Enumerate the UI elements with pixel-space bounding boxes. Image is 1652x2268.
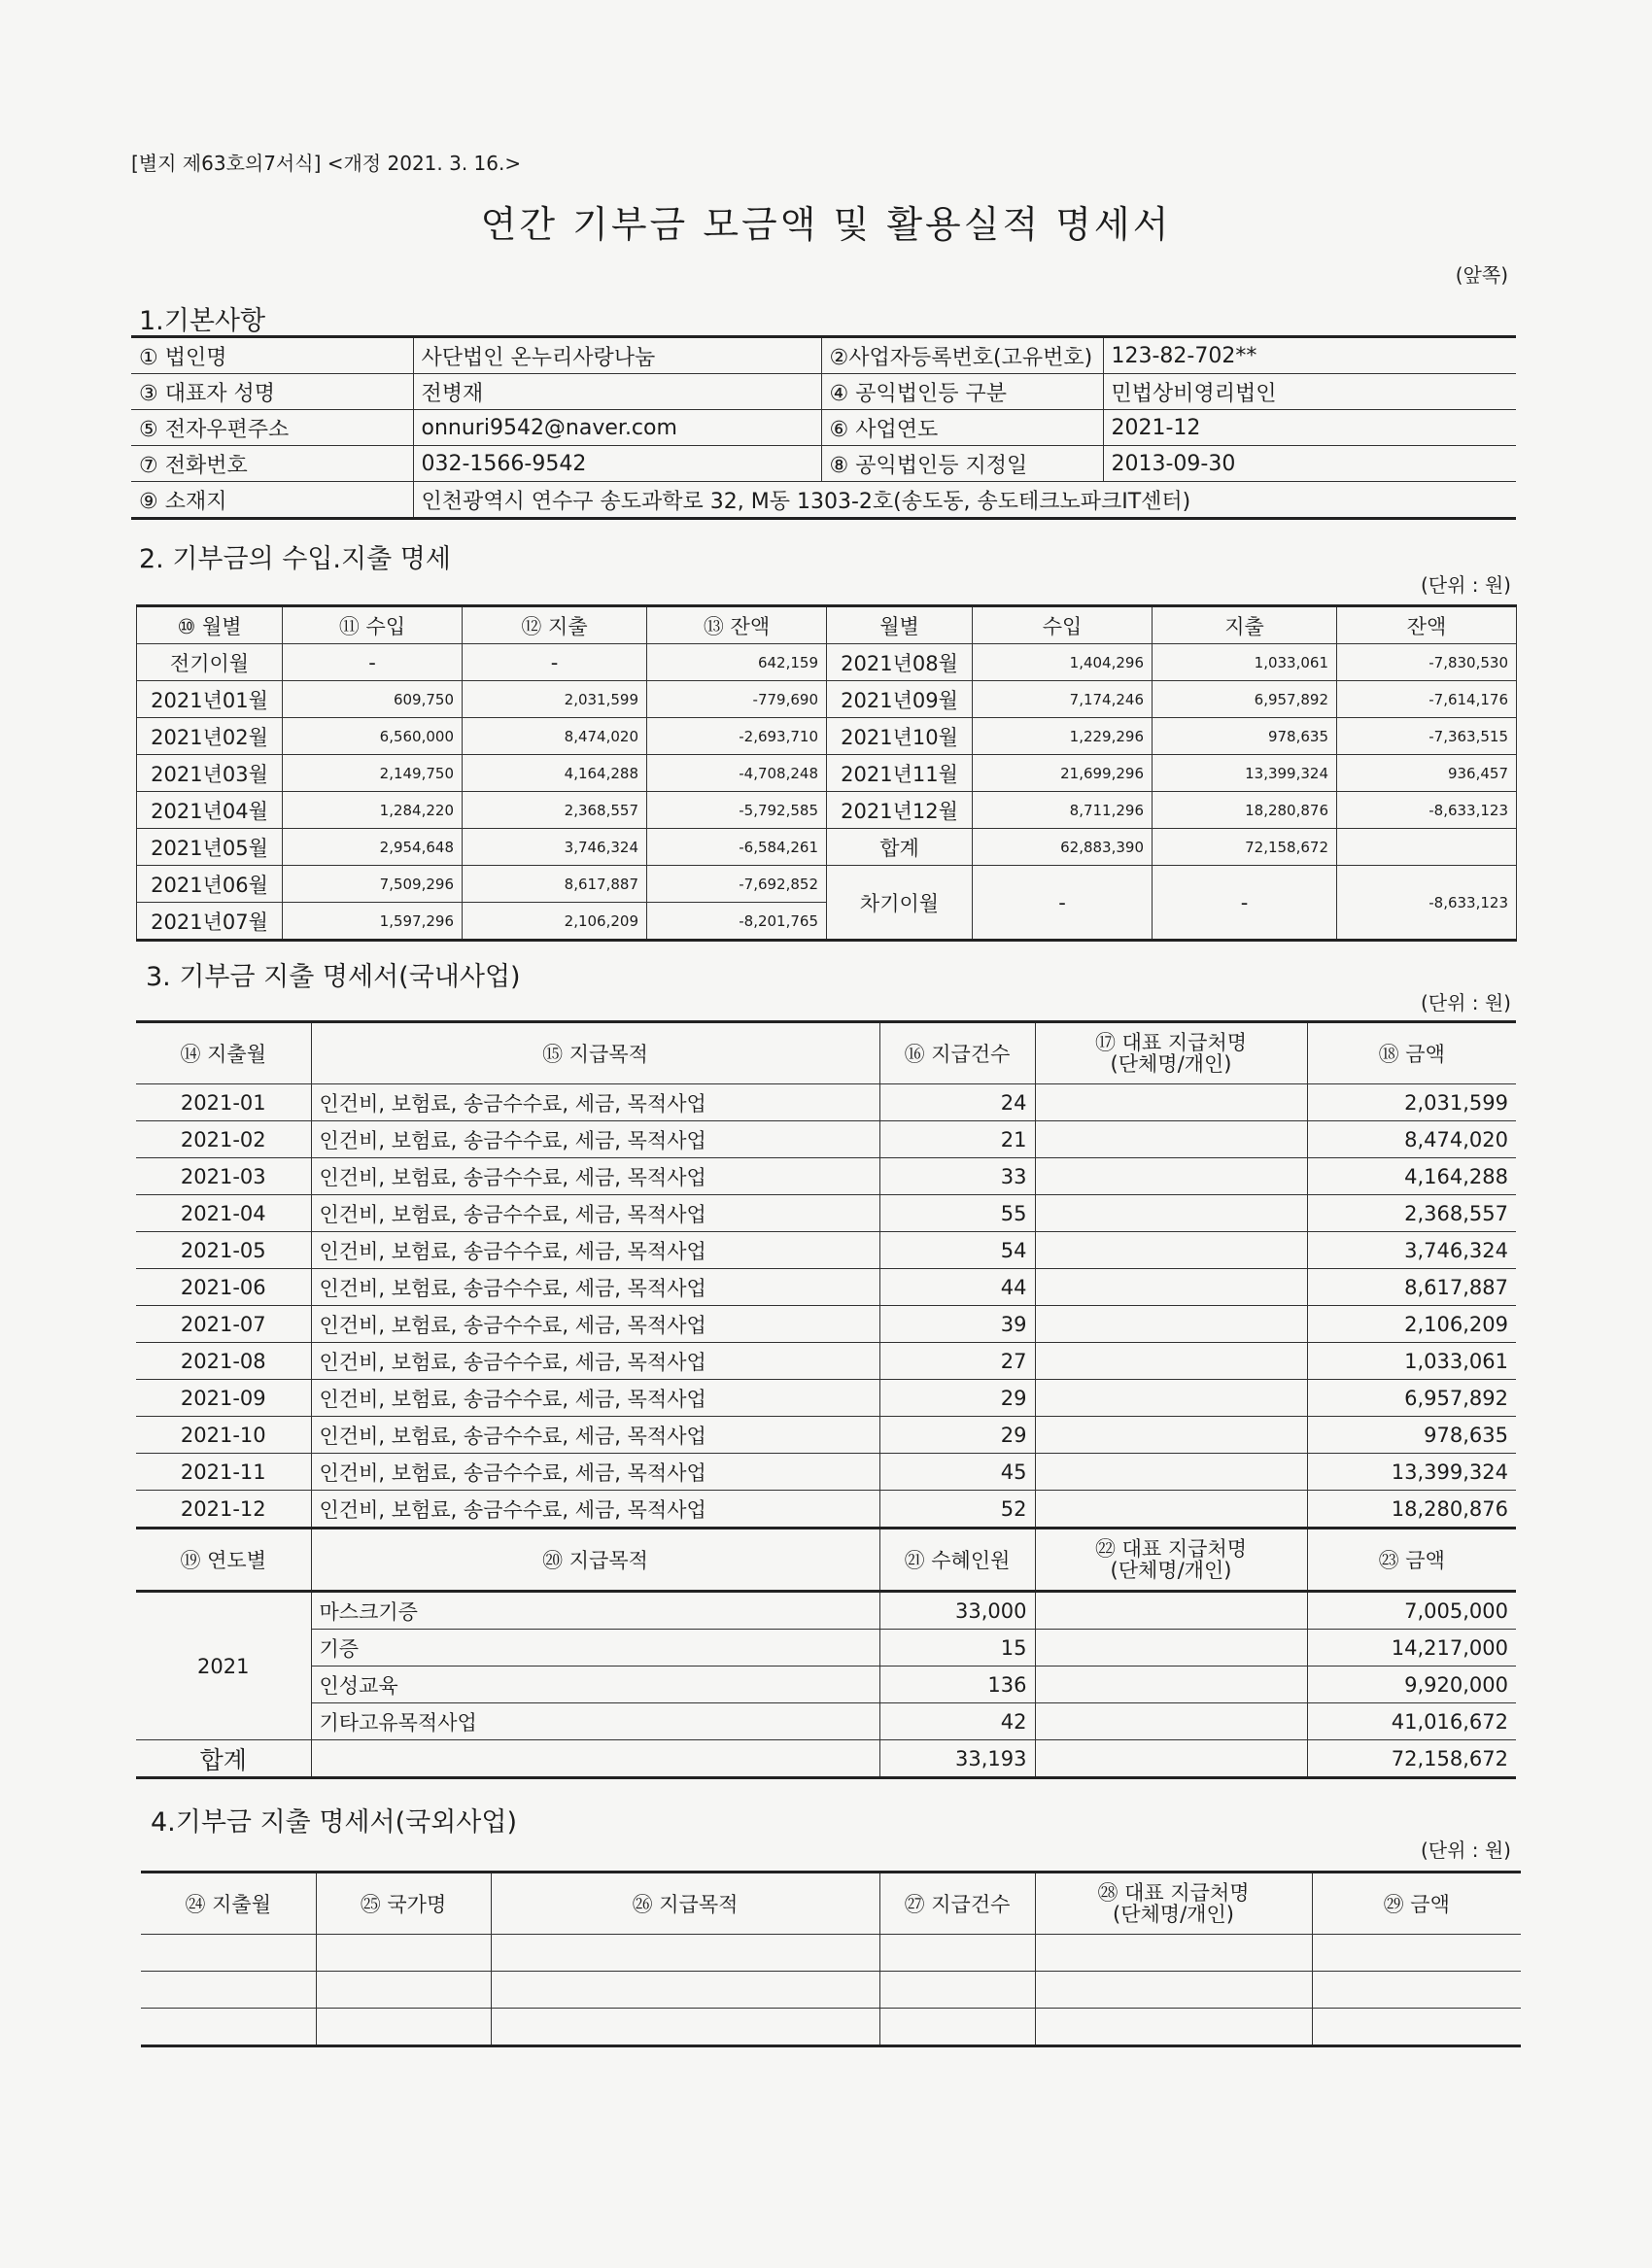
amount-cell: 7,005,000: [1307, 1592, 1516, 1630]
month-cell: 2021-03: [136, 1158, 311, 1195]
month-cell: 2021-11: [136, 1454, 311, 1491]
amount-cell: 41,016,672: [1307, 1703, 1516, 1740]
recipient-cell: [1035, 1667, 1307, 1703]
empty-cell: [491, 2009, 879, 2046]
header-line: (단체명/개인): [1110, 1559, 1232, 1582]
recipient-cell: [1035, 1084, 1307, 1121]
basic-info-row: [131, 446, 1516, 482]
balance-cell: 936,457: [1337, 755, 1517, 792]
year-cell: 2021: [136, 1592, 311, 1740]
purpose-cell: 마스크기증: [311, 1592, 879, 1630]
table-row: [136, 1121, 1516, 1158]
count-cell: 33: [879, 1158, 1035, 1195]
count-cell: 29: [879, 1380, 1035, 1417]
total-beneficiaries: 33,193: [879, 1740, 1035, 1778]
column-header: ㉓ 금액: [1307, 1529, 1516, 1592]
income-cell: 1,229,296: [973, 718, 1153, 755]
expense-cell: 1,033,061: [1153, 644, 1337, 681]
expense-cell: 2,106,209: [463, 903, 647, 941]
empty-cell: [141, 2009, 316, 2046]
field-value: 123-82-702**: [1103, 337, 1516, 374]
header-line: (단체명/개인): [1113, 1903, 1234, 1926]
empty-cell: [491, 1972, 879, 2009]
field-value: 전병재: [413, 374, 821, 410]
table-row: [137, 829, 1517, 866]
count-cell: 24: [879, 1084, 1035, 1121]
month-cell: 2021-08: [136, 1343, 311, 1380]
month-cell: 2021년11월: [827, 755, 973, 792]
empty-cell: [879, 1935, 1035, 1972]
section-4-unit: (단위 : 원): [1420, 1838, 1511, 1862]
income-cell: -: [283, 644, 463, 681]
table-header-row: [137, 606, 1517, 644]
empty-cell: [316, 2009, 491, 2046]
section-1-heading: 1.기본사항: [139, 306, 266, 336]
month-cell: 2021-09: [136, 1380, 311, 1417]
address-value: 인천광역시 연수구 송도과학로 32, M동 1303-2호(송도동, 송도테크노파크IT센터): [413, 482, 1516, 519]
basic-info-row: [131, 482, 1516, 519]
table-row: [137, 681, 1517, 718]
purpose-cell: 인건비, 보험료, 송금수수료, 세금, 목적사업: [311, 1195, 879, 1232]
purpose-cell: 기증: [311, 1630, 879, 1667]
amount-cell: 9,920,000: [1307, 1667, 1516, 1703]
month-cell: 2021-06: [136, 1269, 311, 1306]
expense-cell: 4,164,288: [463, 755, 647, 792]
field-label: ③ 대표자 성명: [131, 374, 413, 410]
month-cell: 2021-12: [136, 1491, 311, 1529]
purpose-cell: 인건비, 보험료, 송금수수료, 세금, 목적사업: [311, 1232, 879, 1269]
expense-cell: 2,368,557: [463, 792, 647, 829]
empty-cell: [879, 1972, 1035, 2009]
month-cell: 전기이월: [137, 644, 283, 681]
column-header: [1035, 1873, 1312, 1935]
form-number: [별지 제63호의7서식] <개정 2021. 3. 16.>: [131, 152, 522, 175]
field-label: ④ 공익법인등 구분: [821, 374, 1103, 410]
table-row: [136, 1084, 1516, 1121]
beneficiaries-cell: 42: [879, 1703, 1035, 1740]
table-row: [136, 1195, 1516, 1232]
carry-over-label: 차기이월: [827, 866, 973, 941]
recipient-cell: [1035, 1121, 1307, 1158]
count-cell: 54: [879, 1232, 1035, 1269]
field-value: 사단법인 온누리사랑나눔: [413, 337, 821, 374]
count-cell: 52: [879, 1491, 1035, 1529]
recipient-cell: [1035, 1158, 1307, 1195]
expense-cell: 72,158,672: [1153, 829, 1337, 866]
column-header: ㉗ 지급건수: [879, 1873, 1035, 1935]
purpose-cell: 인건비, 보험료, 송금수수료, 세금, 목적사업: [311, 1306, 879, 1343]
table-row: [141, 1935, 1521, 1972]
month-cell: 2021-02: [136, 1121, 311, 1158]
field-label: ②사업자등록번호(고유번호): [821, 337, 1103, 374]
income-cell: 1,284,220: [283, 792, 463, 829]
expense-cell: 8,474,020: [463, 718, 647, 755]
month-cell: 합계: [827, 829, 973, 866]
month-cell: 2021년10월: [827, 718, 973, 755]
month-cell: 2021-01: [136, 1084, 311, 1121]
balance-cell: -7,692,852: [647, 866, 827, 903]
income-expense-table: [136, 604, 1517, 942]
balance-cell: -8,201,765: [647, 903, 827, 941]
table-row: [136, 1306, 1516, 1343]
column-header: 지출: [1153, 606, 1337, 644]
section-4-heading: 4.기부금 지출 명세서(국외사업): [151, 1807, 517, 1838]
table-row: [136, 1158, 1516, 1195]
column-header: ㉑ 수혜인원: [879, 1529, 1035, 1592]
recipient-cell: [1035, 1592, 1307, 1630]
income-cell: 2,149,750: [283, 755, 463, 792]
recipient-cell: [1035, 1269, 1307, 1306]
recipient-cell: [1035, 1417, 1307, 1454]
expense-cell: 18,280,876: [1153, 792, 1337, 829]
amount-cell: 8,474,020: [1307, 1121, 1516, 1158]
month-cell: 2021-05: [136, 1232, 311, 1269]
month-cell: 2021-04: [136, 1195, 311, 1232]
purpose-cell: 인건비, 보험료, 송금수수료, 세금, 목적사업: [311, 1454, 879, 1491]
balance-cell: 642,159: [647, 644, 827, 681]
section-3-heading: 3. 기부금 지출 명세서(국내사업): [146, 962, 521, 992]
empty-cell: [1035, 1935, 1312, 1972]
total-purpose: [311, 1740, 879, 1778]
purpose-cell: 기타고유목적사업: [311, 1703, 879, 1740]
month-cell: 2021년01월: [137, 681, 283, 718]
table-row: [136, 1667, 1516, 1703]
balance-cell: -4,708,248: [647, 755, 827, 792]
basic-info-row: [131, 410, 1516, 446]
beneficiaries-cell: 15: [879, 1630, 1035, 1667]
column-header: 수입: [973, 606, 1153, 644]
balance-cell: -7,363,515: [1337, 718, 1517, 755]
field-label: ① 법인명: [131, 337, 413, 374]
expense-cell: 978,635: [1153, 718, 1337, 755]
domestic-expense-table: [136, 1020, 1516, 1779]
income-cell: 7,174,246: [973, 681, 1153, 718]
field-label: ⑦ 전화번호: [131, 446, 413, 482]
carry-over-income: -: [973, 866, 1153, 941]
amount-cell: 1,033,061: [1307, 1343, 1516, 1380]
table-row: [136, 1592, 1516, 1630]
field-value: 민법상비영리법인: [1103, 374, 1516, 410]
table-row: [137, 718, 1517, 755]
header-line: ㉒ 대표 지급처명: [1094, 1537, 1248, 1561]
empty-cell: [1312, 2009, 1521, 2046]
total-amount: 72,158,672: [1307, 1740, 1516, 1778]
table-row: [141, 2009, 1521, 2046]
amount-cell: 2,106,209: [1307, 1306, 1516, 1343]
column-header: ⑱ 금액: [1307, 1022, 1516, 1084]
total-recipient: [1035, 1740, 1307, 1778]
income-cell: 2,954,648: [283, 829, 463, 866]
column-header: ㉔ 지출월: [141, 1873, 316, 1935]
month-cell: 2021년12월: [827, 792, 973, 829]
beneficiaries-cell: 136: [879, 1667, 1035, 1703]
section-3-unit: (단위 : 원): [1420, 991, 1511, 1014]
table-row: [136, 1232, 1516, 1269]
balance-cell: -6,584,261: [647, 829, 827, 866]
section-2-heading: 2. 기부금의 수입.지출 명세: [139, 544, 451, 574]
purpose-cell: 인건비, 보험료, 송금수수료, 세금, 목적사업: [311, 1158, 879, 1195]
purpose-cell: 인건비, 보험료, 송금수수료, 세금, 목적사업: [311, 1491, 879, 1529]
field-value: 032-1566-9542: [413, 446, 821, 482]
table-header-row: [136, 1529, 1516, 1592]
table-header-row: [136, 1022, 1516, 1084]
column-header: 월별: [827, 606, 973, 644]
month-cell: 2021-07: [136, 1306, 311, 1343]
header-line: (단체명/개인): [1110, 1052, 1232, 1076]
amount-cell: 2,031,599: [1307, 1084, 1516, 1121]
basic-info-table: [131, 335, 1516, 520]
count-cell: 45: [879, 1454, 1035, 1491]
income-cell: 1,404,296: [973, 644, 1153, 681]
recipient-cell: [1035, 1306, 1307, 1343]
foreign-expense-table: [141, 1871, 1521, 2047]
total-label: 합계: [136, 1740, 311, 1778]
month-cell: 2021년07월: [137, 903, 283, 941]
table-row: [136, 1703, 1516, 1740]
recipient-cell: [1035, 1454, 1307, 1491]
expense-cell: 6,957,892: [1153, 681, 1337, 718]
expense-cell: 8,617,887: [463, 866, 647, 903]
amount-cell: 2,368,557: [1307, 1195, 1516, 1232]
field-label: ⑧ 공익법인등 지정일: [821, 446, 1103, 482]
balance-cell: -779,690: [647, 681, 827, 718]
amount-cell: 8,617,887: [1307, 1269, 1516, 1306]
count-cell: 44: [879, 1269, 1035, 1306]
count-cell: 27: [879, 1343, 1035, 1380]
recipient-cell: [1035, 1380, 1307, 1417]
month-cell: 2021년06월: [137, 866, 283, 903]
month-cell: 2021년04월: [137, 792, 283, 829]
field-value: 2021-12: [1103, 410, 1516, 446]
purpose-cell: 인건비, 보험료, 송금수수료, 세금, 목적사업: [311, 1343, 879, 1380]
income-cell: 62,883,390: [973, 829, 1153, 866]
column-header: ⑭ 지출월: [136, 1022, 311, 1084]
purpose-cell: 인건비, 보험료, 송금수수료, 세금, 목적사업: [311, 1417, 879, 1454]
field-label: ⑥ 사업연도: [821, 410, 1103, 446]
header-line: ㉘ 대표 지급처명: [1097, 1881, 1250, 1905]
recipient-cell: [1035, 1491, 1307, 1529]
section-2-unit: (단위 : 원): [1420, 573, 1511, 597]
column-header: ⑬ 잔액: [647, 606, 827, 644]
balance-cell: -8,633,123: [1337, 792, 1517, 829]
amount-cell: 6,957,892: [1307, 1380, 1516, 1417]
table-row: [137, 644, 1517, 681]
empty-cell: [141, 1935, 316, 1972]
purpose-cell: 인성교육: [311, 1667, 879, 1703]
income-cell: 6,560,000: [283, 718, 463, 755]
column-header: 잔액: [1337, 606, 1517, 644]
balance-cell: -5,792,585: [647, 792, 827, 829]
column-header: ⑪ 수입: [283, 606, 463, 644]
column-header: ⑳ 지급목적: [311, 1529, 879, 1592]
empty-cell: [141, 1972, 316, 2009]
empty-cell: [1035, 1972, 1312, 2009]
income-cell: 609,750: [283, 681, 463, 718]
income-cell: 8,711,296: [973, 792, 1153, 829]
basic-info-row: [131, 337, 1516, 374]
table-row: [136, 1491, 1516, 1529]
empty-cell: [1312, 1935, 1521, 1972]
balance-cell: -2,693,710: [647, 718, 827, 755]
column-header: ⑫ 지출: [463, 606, 647, 644]
income-cell: 1,597,296: [283, 903, 463, 941]
column-header: ⑩ 월별: [137, 606, 283, 644]
count-cell: 39: [879, 1306, 1035, 1343]
table-header-row: [141, 1873, 1521, 1935]
page-title: 연간 기부금 모금액 및 활용실적 명세서: [480, 203, 1172, 246]
table-row: [136, 1454, 1516, 1491]
column-header: ⑮ 지급목적: [311, 1022, 879, 1084]
column-header: ⑲ 연도별: [136, 1529, 311, 1592]
carry-over-expense: -: [1153, 866, 1337, 941]
balance-cell: -7,830,530: [1337, 644, 1517, 681]
header-line: ⑰ 대표 지급처명: [1094, 1031, 1248, 1054]
balance-cell: [1337, 829, 1517, 866]
expense-cell: -: [463, 644, 647, 681]
balance-cell: -7,614,176: [1337, 681, 1517, 718]
field-label: ⑤ 전자우편주소: [131, 410, 413, 446]
amount-cell: 14,217,000: [1307, 1630, 1516, 1667]
amount-cell: 4,164,288: [1307, 1158, 1516, 1195]
count-cell: 21: [879, 1121, 1035, 1158]
recipient-cell: [1035, 1343, 1307, 1380]
table-row: [136, 1380, 1516, 1417]
table-row: [136, 1269, 1516, 1306]
recipient-cell: [1035, 1630, 1307, 1667]
purpose-cell: 인건비, 보험료, 송금수수료, 세금, 목적사업: [311, 1084, 879, 1121]
expense-cell: 13,399,324: [1153, 755, 1337, 792]
expense-cell: 2,031,599: [463, 681, 647, 718]
empty-cell: [491, 1935, 879, 1972]
table-row: [136, 1343, 1516, 1380]
amount-cell: 13,399,324: [1307, 1454, 1516, 1491]
count-cell: 29: [879, 1417, 1035, 1454]
empty-cell: [1312, 1972, 1521, 2009]
column-header: ㉖ 지급목적: [491, 1873, 879, 1935]
empty-cell: [1035, 2009, 1312, 2046]
table-row: [137, 792, 1517, 829]
page-side-label: (앞쪽): [1455, 263, 1508, 287]
table-row: [136, 1630, 1516, 1667]
income-cell: 7,509,296: [283, 866, 463, 903]
month-cell: 2021년08월: [827, 644, 973, 681]
field-value: onnuri9542@naver.com: [413, 410, 821, 446]
month-cell: 2021년03월: [137, 755, 283, 792]
month-cell: 2021년09월: [827, 681, 973, 718]
column-header: [1035, 1529, 1307, 1592]
purpose-cell: 인건비, 보험료, 송금수수료, 세금, 목적사업: [311, 1380, 879, 1417]
month-cell: 2021년05월: [137, 829, 283, 866]
month-cell: 2021년02월: [137, 718, 283, 755]
empty-cell: [879, 2009, 1035, 2046]
count-cell: 55: [879, 1195, 1035, 1232]
recipient-cell: [1035, 1703, 1307, 1740]
carry-over-balance: -8,633,123: [1337, 866, 1517, 941]
recipient-cell: [1035, 1195, 1307, 1232]
column-header: [1035, 1022, 1307, 1084]
field-value: 2013-09-30: [1103, 446, 1516, 482]
beneficiaries-cell: 33,000: [879, 1592, 1035, 1630]
empty-cell: [316, 1972, 491, 2009]
column-header: ⑯ 지급건수: [879, 1022, 1035, 1084]
column-header: ㉕ 국가명: [316, 1873, 491, 1935]
expense-cell: 3,746,324: [463, 829, 647, 866]
table-row: [137, 755, 1517, 792]
purpose-cell: 인건비, 보험료, 송금수수료, 세금, 목적사업: [311, 1269, 879, 1306]
recipient-cell: [1035, 1232, 1307, 1269]
income-cell: 21,699,296: [973, 755, 1153, 792]
table-row: [136, 1417, 1516, 1454]
total-row: [136, 1740, 1516, 1778]
month-cell: 2021-10: [136, 1417, 311, 1454]
column-header: ㉙ 금액: [1312, 1873, 1521, 1935]
empty-cell: [316, 1935, 491, 1972]
amount-cell: 978,635: [1307, 1417, 1516, 1454]
table-row: [137, 866, 1517, 903]
table-row: [141, 1972, 1521, 2009]
purpose-cell: 인건비, 보험료, 송금수수료, 세금, 목적사업: [311, 1121, 879, 1158]
basic-info-row: [131, 374, 1516, 410]
amount-cell: 3,746,324: [1307, 1232, 1516, 1269]
amount-cell: 18,280,876: [1307, 1491, 1516, 1529]
field-label: ⑨ 소재지: [131, 482, 413, 519]
